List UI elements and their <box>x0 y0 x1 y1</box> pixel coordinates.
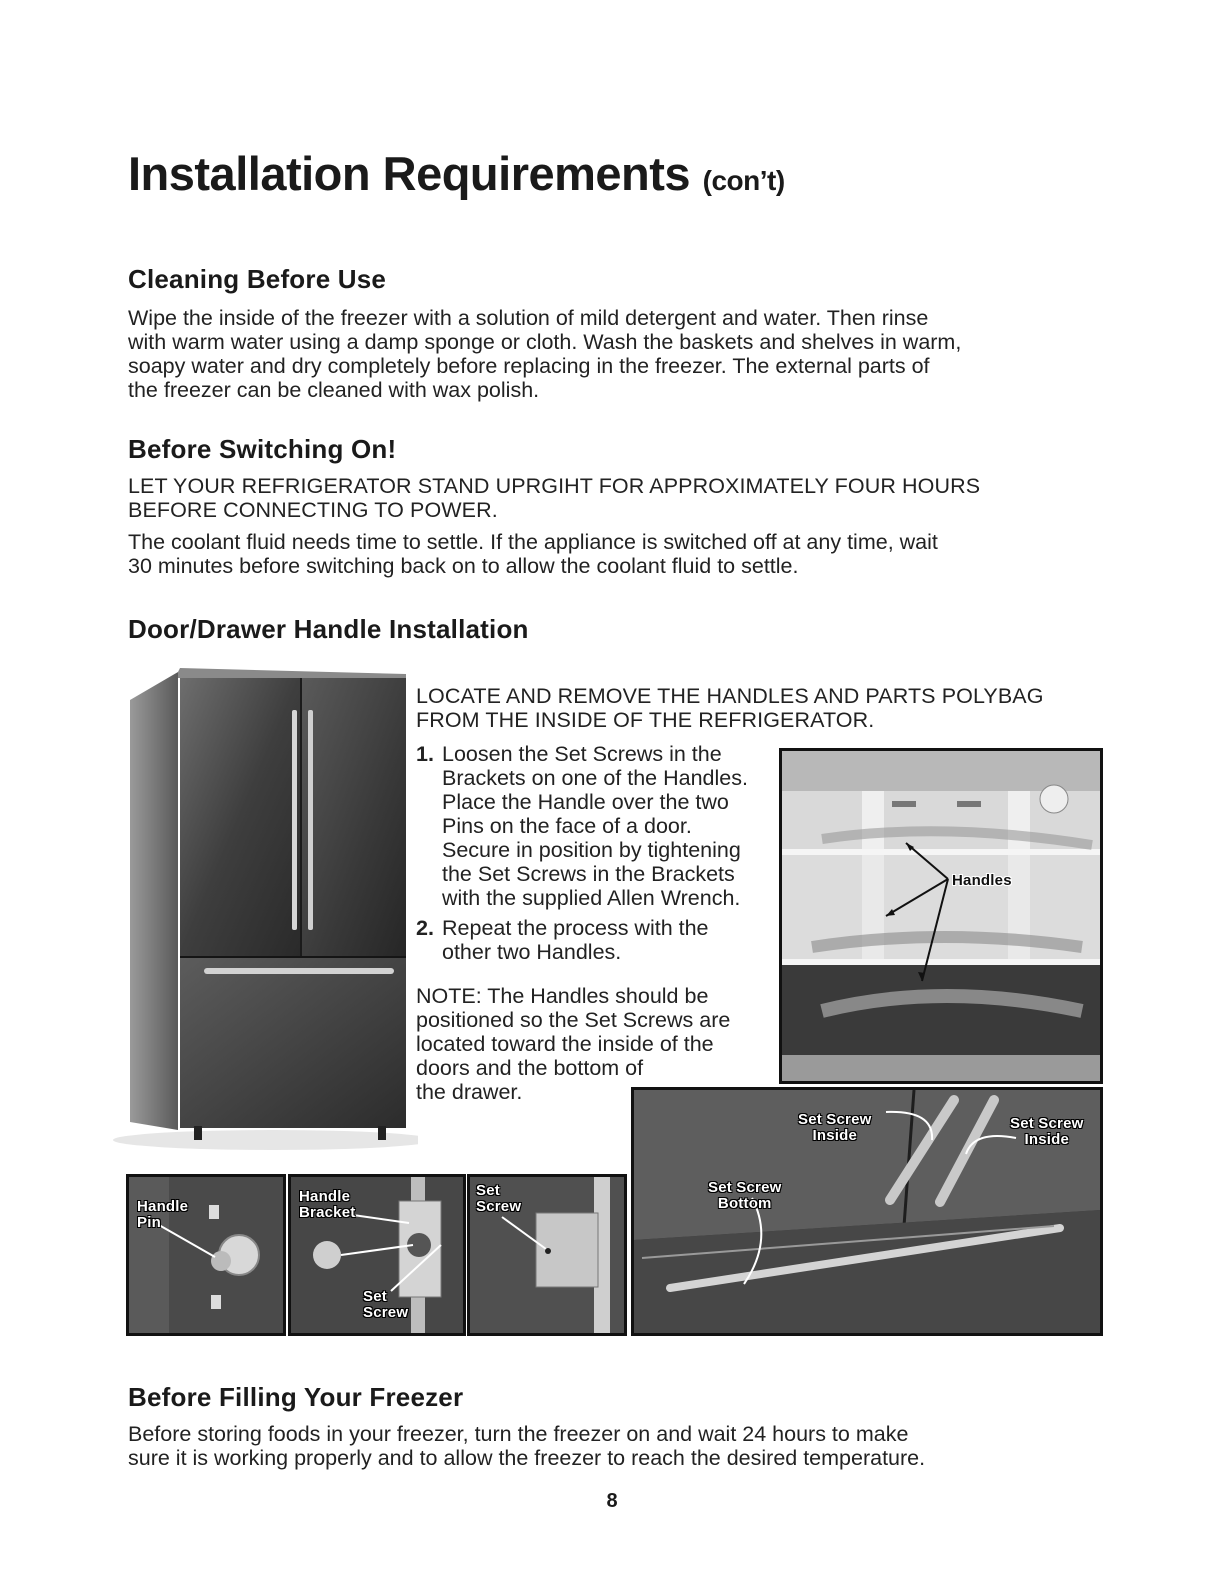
text-line: BEFORE CONNECTING TO POWER. <box>128 498 498 522</box>
text-line: 30 minutes before switching back on to allow the coolant fluid to settle. <box>128 554 799 578</box>
switching-caps-paragraph <box>128 474 1058 522</box>
text-line: Repeat the process with the <box>442 916 709 940</box>
fridge-interior-image <box>782 751 1100 1081</box>
bracket-set-screw-label-1: Set <box>363 1288 387 1305</box>
text-line: FROM THE INSIDE OF THE REFRIGERATOR. <box>416 708 875 732</box>
text-line: Brackets on one of the Handles. <box>442 766 748 790</box>
text-line: Wipe the inside of the freezer with a solution of mild detergent and water. Then rinse <box>128 306 929 330</box>
set-screw-label-2: Screw <box>476 1198 522 1215</box>
cleaning-paragraph <box>128 306 1058 402</box>
handles-callout: Handles <box>952 872 1012 889</box>
photo-handle-pin <box>126 1174 286 1336</box>
text-line: Set Screw <box>798 1111 872 1128</box>
handle-pin-label-1: Handle <box>137 1198 189 1215</box>
text-line: Pins on the face of a door. <box>442 814 692 838</box>
text-line: sure it is working properly and to allow the freezer to reach the desired temperature. <box>128 1446 926 1470</box>
bracket-label-1: Handle <box>299 1188 351 1205</box>
photo-handles-inside <box>779 748 1103 1084</box>
text-line: the freezer can be cleaned with wax polish. <box>128 378 540 402</box>
handles-note <box>416 984 776 1104</box>
handles-intro <box>416 684 1044 732</box>
refrigerator-illustration <box>108 660 418 1150</box>
switching-heading: Before Switching On! <box>128 434 397 464</box>
page-number: 8 <box>606 1490 618 1512</box>
text-line: the Set Screws in the Brackets <box>442 862 735 886</box>
inside-left-label <box>798 1112 872 1144</box>
text-line: the drawer. <box>416 1080 523 1104</box>
filling-paragraph <box>128 1422 1058 1470</box>
bottom-label <box>708 1180 782 1212</box>
inside-right-label <box>1010 1116 1084 1148</box>
text-line: The coolant fluid needs time to settle. If the appliance is switched off at any time, wait <box>128 530 938 554</box>
text-line: Set Screw <box>708 1179 782 1196</box>
text-line: Inside <box>1024 1131 1070 1148</box>
text-line: LET YOUR REFRIGERATOR STAND UPRGIHT FOR APPROXIMATELY FOUR HOURS <box>128 474 981 498</box>
text-line: Place the Handle over the two <box>442 790 729 814</box>
photo-handle-bracket <box>288 1174 466 1336</box>
text-line: doors and the bottom of <box>416 1056 644 1080</box>
text-line: LOCATE AND REMOVE THE HANDLES AND PARTS POLYBAG <box>416 684 1044 708</box>
text-line: positioned so the Set Screws are <box>416 1008 731 1032</box>
text-line: other two Handles. <box>442 940 622 964</box>
bracket-label-2: Bracket <box>299 1204 356 1221</box>
photo-installed-handles <box>631 1087 1103 1336</box>
switching-paragraph <box>128 530 1058 578</box>
text-line: Bottom <box>717 1195 772 1212</box>
text-line: Before storing foods in your freezer, turn the freezer on and wait 24 hours to make <box>128 1422 909 1446</box>
page-title <box>128 148 785 200</box>
handles-heading: Door/Drawer Handle Installation <box>128 614 529 644</box>
bracket-set-screw-label-2: Screw <box>363 1304 409 1321</box>
text-line: soapy water and dry completely before replacing in the freezer. The external parts of <box>128 354 930 378</box>
page-title-main: Installation Requirements <box>128 147 691 200</box>
text-line: located toward the inside of the <box>416 1032 714 1056</box>
step-2 <box>416 916 786 964</box>
text-line: Loosen the Set Screws in the <box>442 742 722 766</box>
page-title-suffix: (con’t) <box>702 165 785 196</box>
text-line: Set Screw <box>1010 1115 1084 1132</box>
set-screw-label-1: Set <box>476 1182 500 1199</box>
text-line: NOTE: The Handles should be <box>416 984 709 1008</box>
text-line: Inside <box>812 1127 858 1144</box>
step-1 <box>416 742 786 910</box>
handle-pin-label-2: Pin <box>137 1214 161 1231</box>
step-number: 2. <box>416 916 434 940</box>
photo-set-screw <box>467 1174 627 1336</box>
text-line: Secure in position by tightening <box>442 838 741 862</box>
filling-heading: Before Filling Your Freezer <box>128 1382 464 1412</box>
text-line: with the supplied Allen Wrench. <box>442 886 741 910</box>
cleaning-heading: Cleaning Before Use <box>128 264 387 294</box>
text-line: with warm water using a damp sponge or cloth. Wash the baskets and shelves in warm, <box>128 330 962 354</box>
step-number: 1. <box>416 742 434 766</box>
